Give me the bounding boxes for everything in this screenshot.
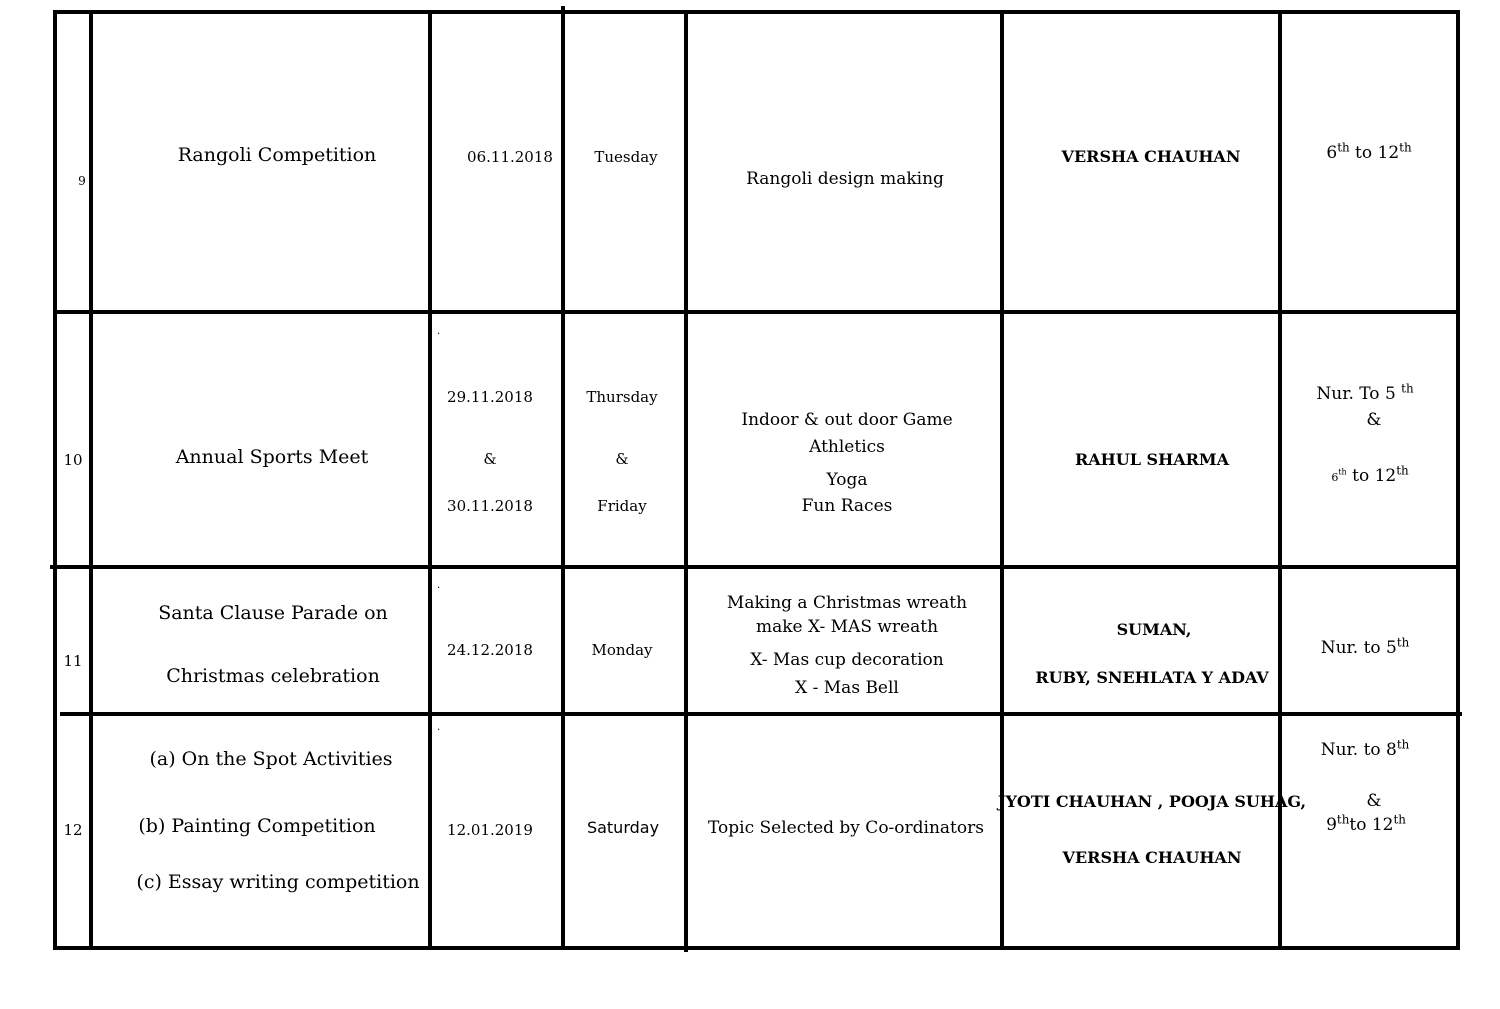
- activity-name: (a) On the Spot Activities: [149, 748, 393, 770]
- activity-name: (c) Essay writing competition: [136, 871, 420, 893]
- activity-description: Athletics: [809, 437, 885, 457]
- activity-name: Christmas celebration: [166, 665, 380, 687]
- event-date: 24.12.2018: [447, 641, 533, 659]
- stray-dot: .: [437, 580, 441, 591]
- activity-description: Fun Races: [801, 496, 893, 516]
- event-day: Thursday: [586, 388, 658, 406]
- activity-description: Yoga: [826, 470, 868, 490]
- teacher-incharge: JYOTI CHAUHAN , POOJA SUHAG,: [997, 792, 1307, 811]
- classes: 6th to 12th: [1326, 140, 1412, 163]
- serial-number: 9: [78, 174, 86, 188]
- table-bottom-border: [54, 946, 1460, 950]
- event-day-separator: &: [615, 450, 629, 468]
- activity-description: make X- MAS wreath: [755, 617, 939, 637]
- classes: Nur. to 8th: [1320, 737, 1410, 760]
- activity-name: Rangoli Competition: [177, 144, 377, 166]
- classes: Nur. to 5th: [1320, 635, 1410, 658]
- activity-description: Topic Selected by Co-ordinators: [708, 818, 984, 838]
- activity-description: Indoor & out door Game: [741, 410, 953, 430]
- event-date: 29.11.2018: [447, 388, 533, 406]
- teacher-incharge: RUBY, SNEHLATA Y ADAV: [1035, 668, 1269, 687]
- activity-description: X - Mas Bell: [795, 678, 899, 698]
- teacher-incharge: SUMAN,: [1116, 620, 1192, 639]
- classes: 6th to 12th: [1331, 463, 1409, 486]
- event-date-separator: &: [483, 450, 497, 468]
- event-day: Saturday: [586, 818, 660, 837]
- classes: 9thto 12th: [1326, 812, 1406, 835]
- serial-number: 12: [63, 821, 83, 839]
- teacher-incharge: VERSHA CHAUHAN: [1062, 848, 1242, 867]
- teacher-incharge: VERSHA CHAUHAN: [1061, 147, 1241, 166]
- activity-description: Making a Christmas wreath: [726, 593, 968, 613]
- row-divider: [50, 565, 1456, 569]
- column-divider: [89, 10, 93, 950]
- activity-name: (b) Painting Competition: [138, 815, 376, 837]
- event-date: 06.11.2018: [467, 148, 553, 166]
- event-day: Friday: [597, 497, 647, 515]
- column-divider: [428, 10, 432, 950]
- serial-number: 11: [63, 652, 83, 670]
- event-day: Tuesday: [594, 148, 658, 166]
- stray-dot: .: [437, 326, 441, 337]
- activity-name: Annual Sports Meet: [175, 446, 369, 468]
- table-right-border: [1456, 10, 1460, 950]
- teacher-incharge: RAHUL SHARMA: [1074, 450, 1230, 469]
- serial-number: 10: [63, 451, 83, 469]
- table-left-border: [53, 10, 57, 950]
- activity-description: X- Mas cup decoration: [750, 650, 944, 670]
- column-divider: [561, 6, 565, 946]
- row-divider: [60, 712, 1462, 716]
- row-divider: [54, 310, 1460, 314]
- activity-description: Rangoli design making: [746, 169, 944, 189]
- classes-separator: &: [1366, 791, 1382, 811]
- table-top-border: [54, 10, 1460, 14]
- activity-name: Santa Clause Parade on: [158, 602, 388, 624]
- stray-dot: .: [437, 722, 441, 733]
- classes: Nur. To 5 $^{th}$: [1316, 381, 1414, 404]
- event-day: Monday: [591, 641, 653, 659]
- event-date: 30.11.2018: [447, 497, 533, 515]
- classes-separator: &: [1366, 410, 1382, 430]
- event-date: 12.01.2019: [447, 821, 533, 839]
- column-divider: [684, 14, 688, 952]
